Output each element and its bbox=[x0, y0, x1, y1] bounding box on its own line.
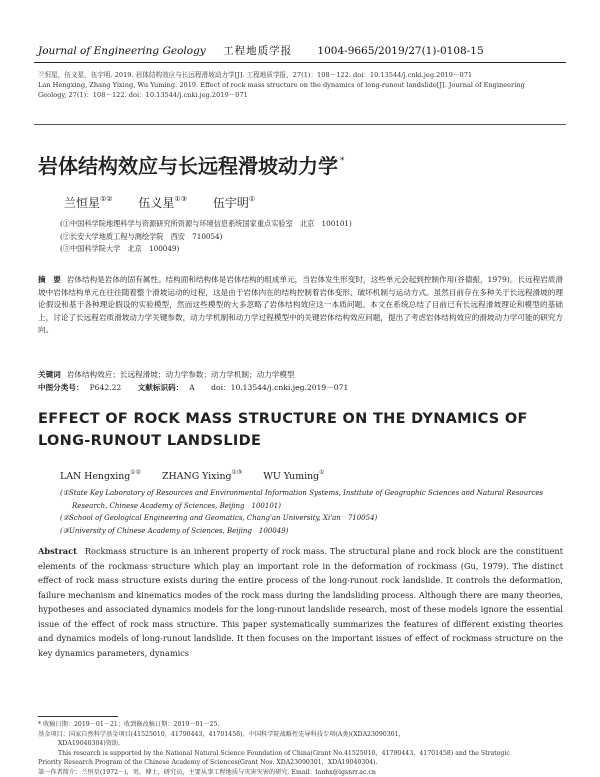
author-affil-mark: ①② bbox=[100, 195, 113, 203]
abstract-cn-label: 摘 要 bbox=[38, 275, 61, 284]
footnote-fund-cn-1: 基金项目：国家自然科学基金项目(41525010，41790443，41701458)，中国科学院战略性先导科技专项(A类)(XDA23090301， bbox=[38, 730, 563, 740]
abstract-en-label: Abstract bbox=[38, 546, 77, 556]
keywords-cn-text: 岩体结构效应；长远程滑坡；动力学参数；动力学机制；动力学模型 bbox=[67, 370, 295, 379]
doi-value: 10.13544/j.cnki.jeg.2019－071 bbox=[231, 383, 349, 392]
clc-code: P642.22 bbox=[90, 383, 122, 392]
paper-title-en: EFFECT OF ROCK MASS STRUCTURE ON THE DYNAMICS OF LONG-RUNOUT LANDSLIDE bbox=[38, 408, 563, 452]
author-affil-mark: ① bbox=[319, 469, 324, 476]
author-cn-3 bbox=[213, 196, 255, 210]
affiliation-cn-2: (②长安大学地质工程与测绘学院 西安 710054) bbox=[60, 231, 565, 244]
citation-cn: 兰恒星，伍义星，伍宇明. 2019. 岩体结构效应与长远程滑坡动力学[J]. 工程地质学报，27(1)：108－122. doi：10.13544/j.cnki.jeg.2019－071 bbox=[38, 70, 563, 80]
author-cn-1 bbox=[64, 196, 113, 210]
affiliation-en-1-cont: Research, Chinese Academy of Sciences, Beijing 100101) bbox=[60, 500, 565, 513]
header-rule bbox=[34, 62, 566, 63]
author-name: WU Yuming bbox=[263, 471, 319, 482]
author-affil-mark: ①③ bbox=[232, 469, 243, 476]
author-name: 伍宇明 bbox=[213, 196, 249, 210]
citation-en-2: Geology, 27(1)：108－122. doi：10.13544/j.cnki.jeg.2019－071 bbox=[38, 90, 563, 100]
abstract-en-text: Rockmass structure is an inherent property of rock mass. The structural plane and rock block are the constituent elements of the rockmass structure which play an important role in the deformation of rockmass (Gu, 1979). The distinct effect of rock mass structure exists during the entire process of the long-runout rock landslide. It controls the deformation, failure mechanism and kinematics modes of the rock mass during the landsliding process. Although there are many theories, hypotheses and associated dynamics models for the long-runout landslide research, most of these models ignore the essential issue of the effect of rock mass structure. This paper systematically summarizes the features of different existing theories and dynamics models of long-runout landslide. It then focuses on the important issues of effect of rockmass structure on the key dynamics parameters, dynamics bbox=[38, 546, 563, 658]
title-footnote-mark: * bbox=[340, 156, 345, 166]
affiliation-en-3: (③University of Chinese Academy of Sciences, Beijing 100049) bbox=[60, 525, 565, 538]
footnote-fund-cn-2: XDA19040304)资助. bbox=[38, 739, 563, 749]
clc-label: 中图分类号： bbox=[38, 383, 84, 392]
paper-title-cn bbox=[38, 150, 563, 179]
doc-code-label: 文献标识码： bbox=[138, 383, 184, 392]
author-affil-mark: ① bbox=[249, 195, 255, 203]
author-en-1 bbox=[60, 471, 141, 482]
author-name: LAN Hengxing bbox=[60, 471, 130, 482]
keywords-cn bbox=[38, 369, 563, 380]
footnotes bbox=[38, 720, 563, 777]
affiliation-cn-1: (①中国科学院地理科学与资源研究所资源与环境信息系统国家重点实验室 北京 100101) bbox=[60, 218, 565, 231]
journal-name-en: Journal of Engineering Geology bbox=[38, 45, 206, 57]
affiliations-en bbox=[60, 487, 565, 537]
abstract-cn-text: 岩体结构是岩体的固有属性。结构面和结构体是岩体结构的组成单元，当岩体发生形变时，这些单元会起到控制作用(谷德振，1979)。长远程岩质滑坡中岩体结构单元在往往随着整个滑坡运动的过程，这是由于岩体内在的结构控制着岩体变形、破坏机制与运动方式。虽然目前存在多种关于长远程滑坡的理论假设和基于各种理论假设的实验模型，然而这些模型的大多忽略了岩体结构效应这一本质问题。本文在系统总结了目前已有长远程滑坡理论和模型的基础上，讨论了长远程岩质滑坡动力学关键参数，动力学机制和动力学过程模型中的关键岩体结构效应问题，提出了考虑岩体结构效应的滑坡动力学可能的研究方向。 bbox=[38, 275, 563, 334]
author-name: 伍义星 bbox=[138, 196, 174, 210]
journal-name-cn: 工程地质学报 bbox=[223, 45, 292, 57]
citation-block bbox=[38, 70, 563, 100]
author-en-2 bbox=[162, 471, 242, 482]
author-list-cn bbox=[64, 194, 564, 211]
classification-line bbox=[38, 382, 563, 393]
keywords-cn-label: 关键词 bbox=[38, 370, 61, 379]
issn-code: 1004-9665/2019/27(1)-0108-15 bbox=[317, 45, 483, 57]
footnote-fund-en-2: Priority Research Program of the Chinese Academy of Sciences(Grant Nos. XDA23090301，XDA19040304). bbox=[38, 758, 563, 768]
footnote-author-note: 第一作者简介：兰恒星(1972－)，男，博士，研究员，主要从事工程地质与灾害灾害的研究. Email：lanhx@igsnrr.ac.cn bbox=[38, 768, 563, 777]
footnote-dates: * 收稿日期：2019－01－21；收到修改稿日期：2019－01－25. bbox=[38, 720, 563, 730]
affiliation-en-1: (①State Key Laboratory of Resources and Environmental Information Systems, Institute of Geographic Sciences and Natural Resources bbox=[60, 487, 565, 500]
doi-label: doi： bbox=[211, 383, 230, 392]
author-list-en bbox=[60, 469, 565, 482]
running-header bbox=[38, 43, 563, 58]
affiliation-cn-3: (③中国科学院大学 北京 100049) bbox=[60, 243, 565, 256]
footnote-fund-en-1: This research is supported by the National Natural Science Foundation of China(Grant No.41525010，41790443，41701458) and the Strategic bbox=[38, 749, 563, 759]
author-affil-mark: ①② bbox=[130, 469, 141, 476]
author-affil-mark: ①③ bbox=[174, 195, 187, 203]
paper-title-cn-text: 岩体结构效应与长远程滑坡动力学 bbox=[38, 154, 338, 178]
citation-en-1: Lan Hengxing, Zhang Yixing, Wu Yuming. 2019. Effect of rock mass structure on the dynamics of long-runout landslide[J]. Journal of Engineering bbox=[38, 80, 563, 90]
affiliation-en-2: (②School of Geological Engineering and Geomatics, Chang'an University, Xi'an 710054) bbox=[60, 512, 565, 525]
affiliations-cn bbox=[60, 218, 565, 256]
doc-code: A bbox=[189, 383, 194, 392]
author-name: ZHANG Yixing bbox=[162, 471, 231, 482]
citation-rule bbox=[34, 124, 566, 125]
footnote-rule bbox=[38, 716, 118, 717]
author-cn-2 bbox=[138, 196, 187, 210]
abstract-cn bbox=[38, 274, 563, 337]
abstract-en bbox=[38, 544, 563, 660]
author-en-3 bbox=[263, 471, 324, 482]
author-name: 兰恒星 bbox=[64, 196, 100, 210]
